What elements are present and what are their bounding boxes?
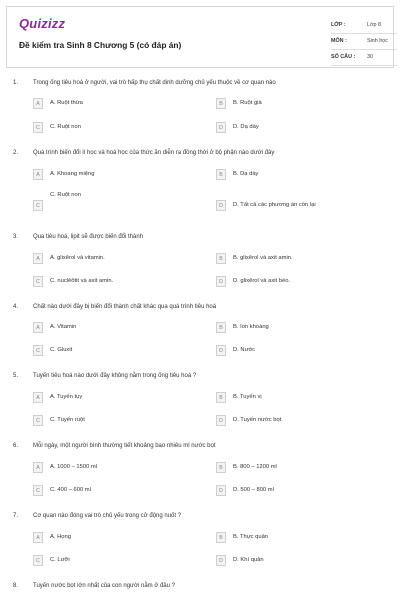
option-letter-box: D	[216, 485, 226, 496]
option-letter-box: D	[216, 555, 226, 566]
option-text: B. Ruột già	[233, 100, 262, 106]
meta-key: SỐ CÂU :	[331, 54, 356, 60]
option-text: A. Vitamin	[50, 324, 77, 330]
option-text: C. Ruột non	[50, 192, 81, 198]
option-text: D. glixêrol và axit béo.	[233, 278, 291, 284]
option-text: A. Họng	[50, 534, 71, 540]
option-letter-box: B	[216, 253, 226, 264]
option-letter-box: A	[33, 253, 43, 264]
option-letter-box: A	[33, 462, 43, 473]
option-text: A. Khoang miệng	[50, 171, 95, 177]
question-number: 2.	[13, 150, 19, 156]
question-text: Tuyến tiêu hoá nào dưới đây không nằm trong ống tiêu hoá ?	[33, 373, 197, 379]
option-letter-box: A	[33, 98, 43, 109]
option-text: D. 500 – 800 ml	[233, 487, 274, 493]
option-letter-box: B	[216, 392, 226, 403]
option-letter-box: D	[216, 345, 226, 356]
question-text: Mỗi ngày, một người bình thường tiết khoảng bao nhiêu ml nước bọt	[33, 443, 216, 449]
option-letter-box: D	[216, 276, 226, 287]
meta-key: LỚP :	[331, 22, 346, 28]
question-number: 3.	[13, 234, 19, 240]
option-letter-box: A	[33, 392, 43, 403]
option-letter-box: D	[216, 415, 226, 426]
option-letter-box: B	[216, 169, 226, 180]
quizizz-logo: Quizizz	[19, 16, 66, 31]
option-text: A. Ruột thừa	[50, 100, 83, 106]
question-number: 1.	[13, 80, 19, 86]
option-text: B. 800 – 1200 ml	[233, 464, 277, 470]
option-letter-box: C	[33, 485, 43, 496]
option-text: B. Dạ dày	[233, 171, 259, 177]
option-text: D. Dạ dày	[233, 124, 259, 130]
option-text: B. glixêrol và axit amin.	[233, 255, 293, 261]
option-text: C. nuclêôtit và axit amin.	[50, 278, 114, 284]
meta-key: MÔN :	[331, 38, 347, 44]
question-number: 6.	[13, 443, 19, 449]
meta-value: Sinh học	[367, 38, 388, 44]
meta-table	[331, 18, 397, 66]
question-number: 5.	[13, 373, 19, 379]
question-number: 4.	[13, 304, 19, 310]
option-text: C. Tuyến ruột	[50, 417, 85, 423]
option-letter-box: A	[33, 169, 43, 180]
option-text: C. Ruột non	[50, 124, 81, 130]
option-letter-box: B	[216, 462, 226, 473]
option-letter-box: A	[33, 322, 43, 333]
option-letter-box: A	[33, 532, 43, 543]
question-text: Tuyến nước bọt lớn nhất của con người nằm ở đâu ?	[33, 583, 175, 589]
question-text: Chất nào dưới đây bị biến đổi thành chất khác qua quá trình tiêu hoá	[33, 304, 217, 310]
option-text: A. 1000 – 1500 ml	[50, 464, 98, 470]
meta-row-count	[331, 50, 397, 66]
meta-row-subject	[331, 34, 397, 50]
option-text: D. Khí quản	[233, 557, 264, 563]
meta-value: 30	[367, 54, 373, 60]
question-number: 7.	[13, 513, 19, 519]
option-letter-box: B	[216, 98, 226, 109]
option-text: B. Tuyến vị	[233, 394, 262, 400]
question-text: Trong ống tiêu hoá ở người, vai trò hấp thụ chất dinh dưỡng chủ yếu thuộc về cơ quan nào	[33, 80, 276, 86]
option-text: C. Gluxit	[50, 347, 73, 353]
meta-row-class	[331, 18, 397, 34]
option-text: D. Tất cả các phương án còn lại	[233, 202, 316, 208]
option-text: C. Lưỡi	[50, 557, 70, 563]
option-letter-box: B	[216, 532, 226, 543]
option-text: B. Ion khoáng	[233, 324, 269, 330]
option-letter-box: C	[33, 276, 43, 287]
option-letter-box: B	[216, 322, 226, 333]
option-text: C. 400 – 600 ml	[50, 487, 91, 493]
option-letter-box: C	[33, 200, 43, 211]
option-text: A. Tuyến tụy	[50, 394, 83, 400]
question-number: 8.	[13, 583, 19, 589]
option-letter-box: D	[216, 200, 226, 211]
option-letter-box: C	[33, 415, 43, 426]
option-text: D. Tuyến nước bọt	[233, 417, 282, 423]
option-letter-box: C	[33, 345, 43, 356]
option-text: D. Nước	[233, 347, 256, 353]
meta-value: Lớp 8	[367, 22, 382, 28]
option-text: B. Thực quản	[233, 534, 269, 540]
question-text: Qua tiêu hoá, lipit sẽ được biến đổi thành	[33, 234, 144, 240]
option-letter-box: C	[33, 555, 43, 566]
option-letter-box: D	[216, 122, 226, 133]
worksheet-title: Đề kiểm tra Sinh 8 Chương 5 (có đáp án)	[19, 40, 182, 50]
option-letter-box: C	[33, 122, 43, 133]
question-text: Cơ quan nào đóng vai trò chủ yếu trong cử động nuốt ?	[33, 513, 182, 519]
option-text: A. glixêrol và vitamin.	[50, 255, 105, 261]
question-text: Quá trình biến đổi lí học và hoá học của thức ăn diễn ra đồng thời ở bộ phận nào dưới đây	[33, 150, 275, 156]
worksheet-header	[6, 6, 394, 68]
